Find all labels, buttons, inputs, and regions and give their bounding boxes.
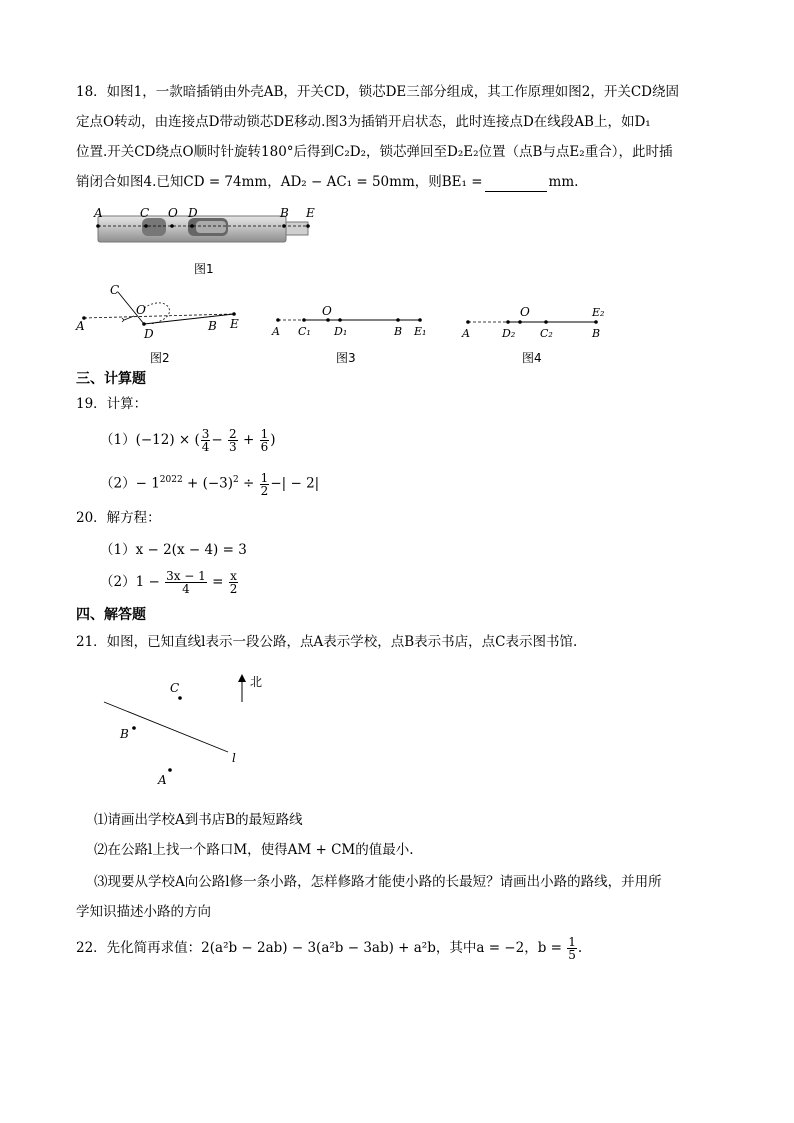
fig1-label-a: A [94, 206, 103, 220]
fraction-den: 4 [182, 582, 190, 596]
figure-2 [72, 282, 252, 342]
q22-text: 22．先化简再求值：2(a²b − 2ab) − 3(a²b − 3ab) + a²b，其中a = −2，b = [76, 940, 562, 956]
fig1-label-d: D [188, 206, 198, 220]
q18-line2: 定点O转动，由连接点D带动锁芯DE移动.图3为插销开启状态，此时连接点D在线段AB上，如D₁ [76, 114, 651, 130]
fig4-caption: 图4 [522, 351, 542, 365]
q20-p2-prefix: （2）1 − [100, 574, 160, 590]
answer-blank[interactable] [485, 177, 547, 192]
fig2-caption: 图2 [150, 351, 170, 365]
fraction [260, 428, 270, 453]
fig2-label-e: E [230, 317, 239, 331]
exponent: 2 [233, 475, 239, 485]
fig1-label-b: B [280, 206, 289, 220]
fig2-label-a: A [76, 319, 85, 333]
q20-part2 [100, 568, 239, 596]
q18-line3: 位置.开关CD绕点O顺时针旋转180°后得到C₂D₂，锁芯弹回至D₂E₂位置（点B与点E₂重合），此时插 [76, 144, 673, 160]
fraction-num: x [230, 569, 237, 583]
q19-p1-prefix: （1）(−12) × ( [100, 432, 200, 448]
fraction-den: 4 [201, 440, 210, 454]
fig2-label-b: B [208, 319, 217, 333]
q21-label-l: l [232, 751, 236, 765]
q22-suffix: . [577, 940, 583, 956]
fig3-label-b: B [394, 325, 403, 338]
fraction-num: 1 [260, 427, 269, 441]
fraction-num: 3x − 1 [166, 569, 206, 583]
fig2-label-d: D [144, 327, 154, 341]
q18-line1: 18．如图1，一款暗插销由外壳AB，开关CD，锁芯DE三部分组成，其工作原理如图2，开关CD绕固 [76, 84, 680, 100]
fraction [260, 472, 270, 497]
minus-sign: − [211, 432, 223, 448]
q19-p2-mid: + (−3) [182, 475, 234, 492]
fraction-den: 2 [260, 483, 269, 498]
fraction-den: 5 [568, 948, 576, 962]
q19-p2-prefix: （2）− 1 [100, 475, 160, 492]
north-label: 北 [250, 675, 263, 689]
q21-sub1: ⑴请画出学校A到书店B的最短路线 [94, 812, 303, 828]
fig1-label-c: C [140, 206, 150, 220]
fraction [229, 570, 239, 595]
section-4-title: 四、解答题 [76, 607, 146, 623]
q21-sub3a: ⑶现要从学校A向公路l修一条小路，怎样修路才能使小路的长最短？请画出小路的路线，并用所 [94, 874, 662, 890]
figure-1 [92, 204, 322, 252]
fig3-label-a: A [272, 325, 280, 338]
q20-part1: （1）x − 2(x − 4) = 3 [100, 542, 247, 558]
fraction-den: 2 [229, 582, 238, 596]
figure-4 [458, 302, 628, 342]
q21-stem: 21．如图，已知直线l表示一段公路，点A表示学校，点B表示书店，点C表示图书馆. [76, 634, 578, 650]
divide-sign: ÷ [238, 475, 259, 492]
q18-line4-text: 销闭合如图4.已知CD = 74mm，AD₂ − AC₁ = 50mm，则BE₁ = [76, 174, 483, 190]
fraction-num: 2 [229, 427, 237, 441]
q21-label-b: B [120, 727, 129, 741]
fig2-label-c: C [110, 283, 120, 297]
fig4-label-a: A [462, 327, 470, 340]
q21-sub2: ⑵在公路l上找一个路口M，使得AM + CM的值最小. [94, 842, 414, 858]
fig3-label-d1: D₁ [334, 325, 348, 338]
q19-part1 [100, 426, 276, 454]
fig3-label-o: O [322, 304, 332, 318]
q19-p1-suffix: ) [270, 432, 276, 448]
q21-label-c: C [170, 681, 180, 695]
fraction-den: 6 [260, 440, 269, 454]
q21-sub3b: 学知识描述小路的方向 [76, 904, 211, 920]
fig1-label-o: O [168, 206, 178, 220]
q20-stem: 20．解方程： [76, 510, 161, 526]
fraction [165, 570, 207, 595]
figure-3 [268, 302, 438, 342]
plus-sign: + [242, 432, 255, 448]
fig2-label-o: O [136, 303, 146, 317]
equals-sign: = [212, 574, 224, 590]
fig4-label-d2: D₂ [502, 327, 516, 340]
fig4-label-c2: C₂ [540, 327, 553, 340]
fraction-num: 3 [201, 427, 210, 441]
fig3-label-c1: C₁ [298, 325, 311, 338]
fraction [567, 936, 577, 961]
fraction [201, 428, 211, 453]
fraction-num: 1 [260, 470, 269, 485]
fraction [228, 428, 238, 453]
fig4-label-e2: E₂ [592, 306, 605, 319]
exponent: 2022 [159, 475, 183, 485]
q22 [76, 934, 582, 962]
fig3-label-e1: E₁ [414, 325, 427, 338]
fraction-num: 1 [568, 935, 576, 949]
fig4-label-b: B [592, 327, 601, 340]
q21-label-a: A [158, 773, 167, 787]
fig3-caption: 图3 [336, 351, 356, 365]
fig4-label-o: O [520, 305, 530, 319]
q19-stem: 19．计算： [76, 396, 148, 412]
fraction-den: 3 [229, 440, 237, 454]
q19-p2-suffix: −| − 2| [270, 475, 320, 492]
section-3-title: 三、计算题 [76, 371, 146, 387]
fig1-label-e: E [306, 206, 315, 220]
q19-part2 [100, 466, 319, 498]
fig1-caption: 图1 [194, 262, 214, 276]
q18-unit: mm. [548, 174, 579, 190]
q21-figure [100, 668, 280, 788]
q18-line4 [76, 172, 578, 192]
